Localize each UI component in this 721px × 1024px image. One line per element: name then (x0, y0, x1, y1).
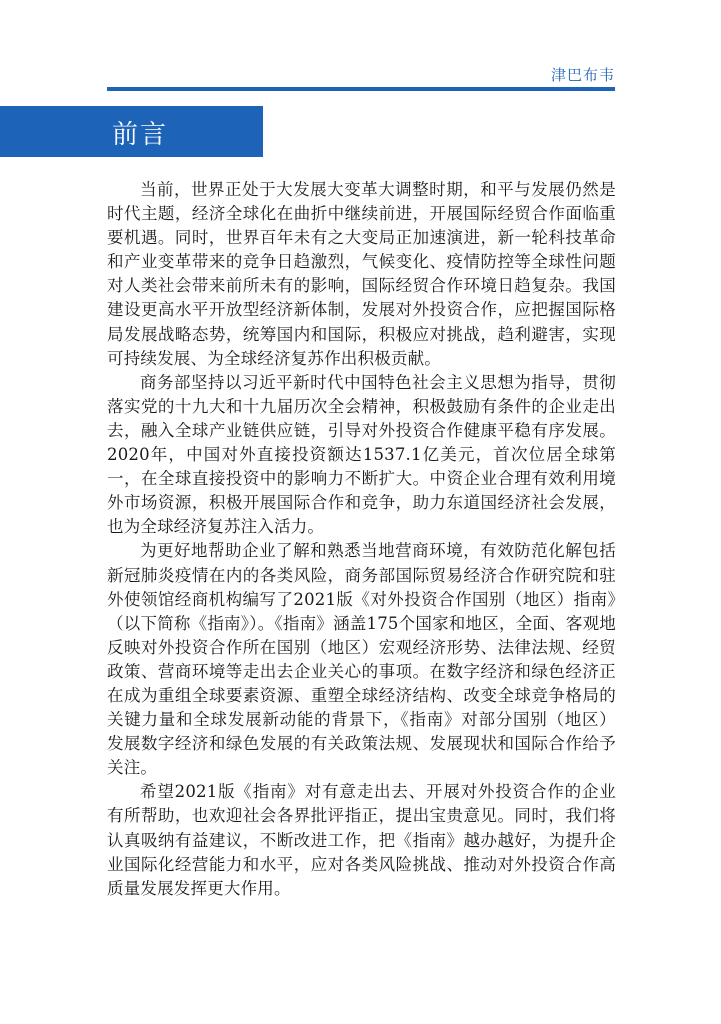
header-rule (107, 87, 615, 91)
paragraph-1: 当前，世界正处于大发展大变革大调整时期，和平与发展仍然是时代主题，经济全球化在曲折中继续前进，开展国际经贸合作面临重要机遇。同时，世界百年未有之大变局正加速演进，新一轮科技革命和产业变革带来的竞争日趋激烈，气候变化、疫情防控等全球性问题对人类社会带来前所未有的影响，国际经贸合作环境日趋复杂。我国建设更高水平开放型经济新体制，发展对外投资合作，应把握国际格局发展战略态势，统筹国内和国际，积极应对挑战，趋利避害，实现可持续发展、为全球经济复苏作出积极贡献。 (107, 180, 616, 368)
paragraph-4: 希望2021版《指南》对有意走出去、开展对外投资合作的企业有所帮助，也欢迎社会各界批评指正，提出宝贵意见。同时，我们将认真吸纳有益建议，不断改进工作，把《指南》越办越好，为提升企业国际化经营能力和水平，应对各类风险挑战、推动对外投资合作高质量发展发挥更大作用。 (107, 782, 616, 898)
paragraph-3: 为更好地帮助企业了解和熟悉当地营商环境，有效防范化解包括新冠肺炎疫情在内的各类风险，商务部国际贸易经济合作研究院和驻外使领馆经商机构编写了2021版《对外投资合作国别（地区）指南》（以下简称《指南》）。《指南》涵盖175个国家和地区，全面、客观地反映对外投资合作所在国别（地区）宏观经济形势、法律法规、经贸政策、营商环境等走出去企业关心的事项。在数字经济和绿色经济正在成为重组全球要素资源、重塑全球经济结构、改变全球竞争格局的关键力量和全球发展新动能的背景下，《指南》对部分国别（地区）发展数字经济和绿色发展的有关政策法规、发展现状和国际合作给予关注。 (107, 541, 616, 778)
paragraph-2: 商务部坚持以习近平新时代中国特色社会主义思想为指导，贯彻落实党的十九大和十九届历次全会精神，积极鼓励有条件的企业走出去，融入全球产业链供应链，引导对外投资合作健康平稳有序发展。2020年，中国对外直接投资额达1537.1亿美元，首次位居全球第一，在全球直接投资中的影响力不断扩大。中资企业合理有效利用境外市场资源，积极开展国际合作和竞争，助力东道国经济社会发展，也为全球经济复苏注入活力。 (107, 372, 616, 537)
section-title: 前言 (112, 120, 169, 150)
body-text (107, 178, 616, 901)
header-country-label: 津巴布韦 (550, 66, 615, 84)
